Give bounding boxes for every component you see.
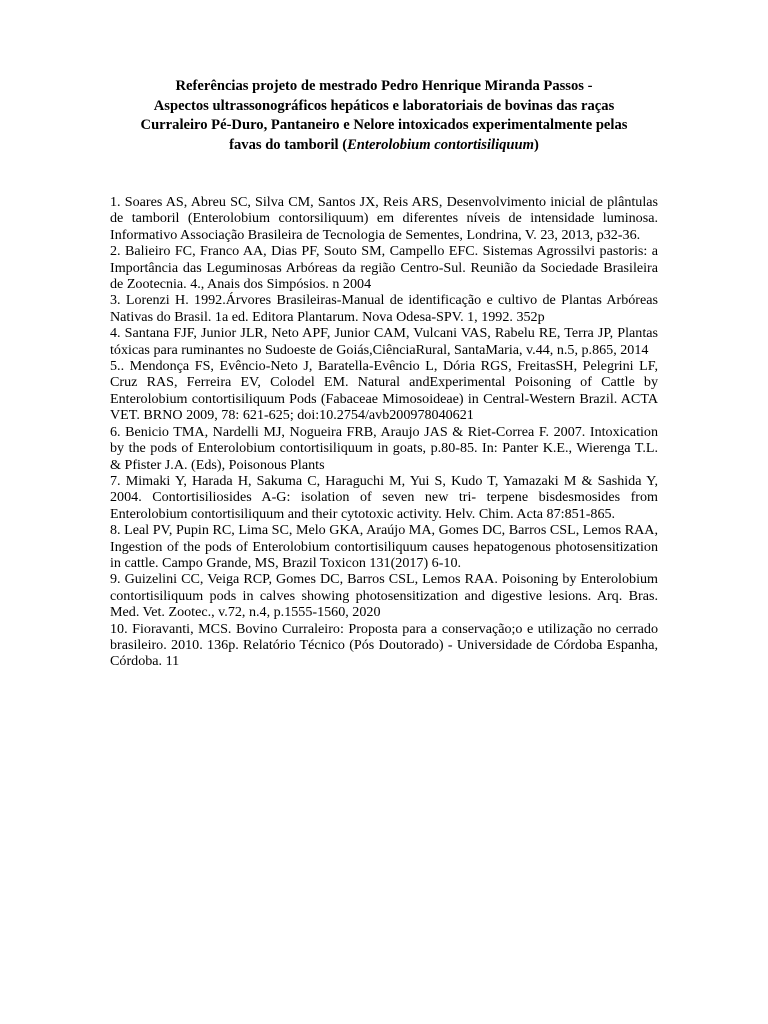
- reference-text: 3. Lorenzi H. 1992.Árvores Brasileiras-Manual de identificação e cultivo de Plantas Arbóreas Nativas do Brasil. 1a ed. Editora Plantarum. Nova Odesa-SPV. 1, 1992. 352p: [110, 292, 658, 325]
- reference-item-8: [110, 522, 658, 571]
- title-species-name: Enterolobium contortisiliquum: [347, 136, 535, 153]
- reference-item-2: [110, 243, 658, 292]
- reference-text: 9. Guizelini CC, Veiga RCP, Gomes DC, Barros CSL, Lemos RAA. Poisoning by Enterolobium contortisiliquum pods in calves showing photosensitization and digestive lesions. Arq. Bras. Med. Vet. Zootec., v.72, n.4, p.1555-1560, 2020: [110, 571, 658, 621]
- title-line-4-suffix: ): [534, 136, 539, 153]
- reference-item-4: [110, 325, 658, 358]
- reference-text: 1. Soares AS, Abreu SC, Silva CM, Santos JX, Reis ARS, Desenvolvimento inicial de plântulas de tamboril (Enterolobium contorsiliquum) em diferentes níveis de intensidade luminosa. Informativo Associação Brasileira de Tecnologia de Sementes, Londrina, V. 23, 2013, p32-36.: [110, 194, 658, 243]
- reference-text: 8. Leal PV, Pupin RC, Lima SC, Melo GKA, Araújo MA, Gomes DC, Barros CSL, Lemos RAA, Ingestion of the pods of Enterolobium contortisiliquum causes hepatogenous photosensitization in cattle. Campo Grande, MS, Brazil Toxicon 131(2017) 6-10.: [110, 522, 658, 571]
- reference-item-6: [110, 424, 658, 473]
- reference-text: 5.. Mendonça FS, Evêncio-Neto J, Baratella-Evêncio L, Dória RGS, FreitasSH, Pelegrini LF, Cruz RAS, Ferreira EV, Colodel EM. Natural andExperimental Poisoning of Cattle by Enterolobium contortisiliquum Pods (Fabaceae Mimosoideae) in Central-Western Brazil. ACTA VET. BRNO 2009, 78: 621-625; doi:10.2754/avb200978040621: [110, 358, 658, 424]
- reference-item-5: [110, 358, 658, 424]
- reference-item-3: [110, 292, 658, 325]
- reference-item-1: [110, 194, 658, 243]
- title-line-4: [100, 136, 668, 156]
- title-line-3: Curraleiro Pé-Duro, Pantaneiro e Nelore intoxicados experimentalmente pelas: [140, 117, 628, 133]
- title-line-2: Aspectos ultrassonográficos hepáticos e laboratoriais de bovinas das raças: [153, 97, 615, 114]
- reference-text: 7. Mimaki Y, Harada H, Sakuma C, Haraguchi M, Yui S, Kudo T, Yamazaki M & Sashida Y, 2004. Contortisiliosides A-G: isolation of seven new tri- terpene bisdesmosides from Enterolobium contortisiliquum and their cytotoxic activity. Helv. Chim. Acta 87:851-865.: [110, 472, 658, 522]
- reference-item-10: [110, 621, 658, 670]
- reference-item-7: [110, 473, 658, 522]
- reference-text: 10. Fioravanti, MCS. Bovino Curraleiro: Proposta para a conservação;o e utilização no cerrado brasileiro. 2010. 136p. Relatório Técnico (Pós Doutorado) - Universidade de Córdoba Espanha, Córdoba. 11: [110, 620, 658, 670]
- document-title: [100, 77, 668, 155]
- reference-text: 4. Santana FJF, Junior JLR, Neto APF, Junior CAM, Vulcani VAS, Rabelu RE, Terra JP, Plantas tóxicas para ruminantes no Sudoeste de Goiás,CiênciaRural, SantaMaria, v.44, n.5, p.865, 2014: [110, 325, 658, 358]
- reference-text: 2. Balieiro FC, Franco AA, Dias PF, Souto SM, Campello EFC. Sistemas Agrossilvi pastoris: a Importância das Leguminosas Arbóreas da região Centro-Sul. Reunião da Sociedade Brasileira de Zootecnia. 4., Anais dos Simpósios. n 2004: [110, 243, 658, 293]
- reference-item-9: [110, 571, 658, 620]
- reference-text: 6. Benicio TMA, Nardelli MJ, Nogueira FRB, Araujo JAS & Riet-Correa F. 2007. Intoxication by the pods of Enterolobium contortisiliquum in goats, p.80-85. In: Panter K.E., Wierenga T.L. & Pfister J.A. (Eds), Poisonous Plants: [110, 423, 658, 473]
- reference-list: [110, 194, 658, 670]
- title-line-4-prefix: favas do tamboril (: [229, 136, 348, 153]
- title-line-1: Referências projeto de mestrado Pedro Henrique Miranda Passos -: [175, 78, 593, 94]
